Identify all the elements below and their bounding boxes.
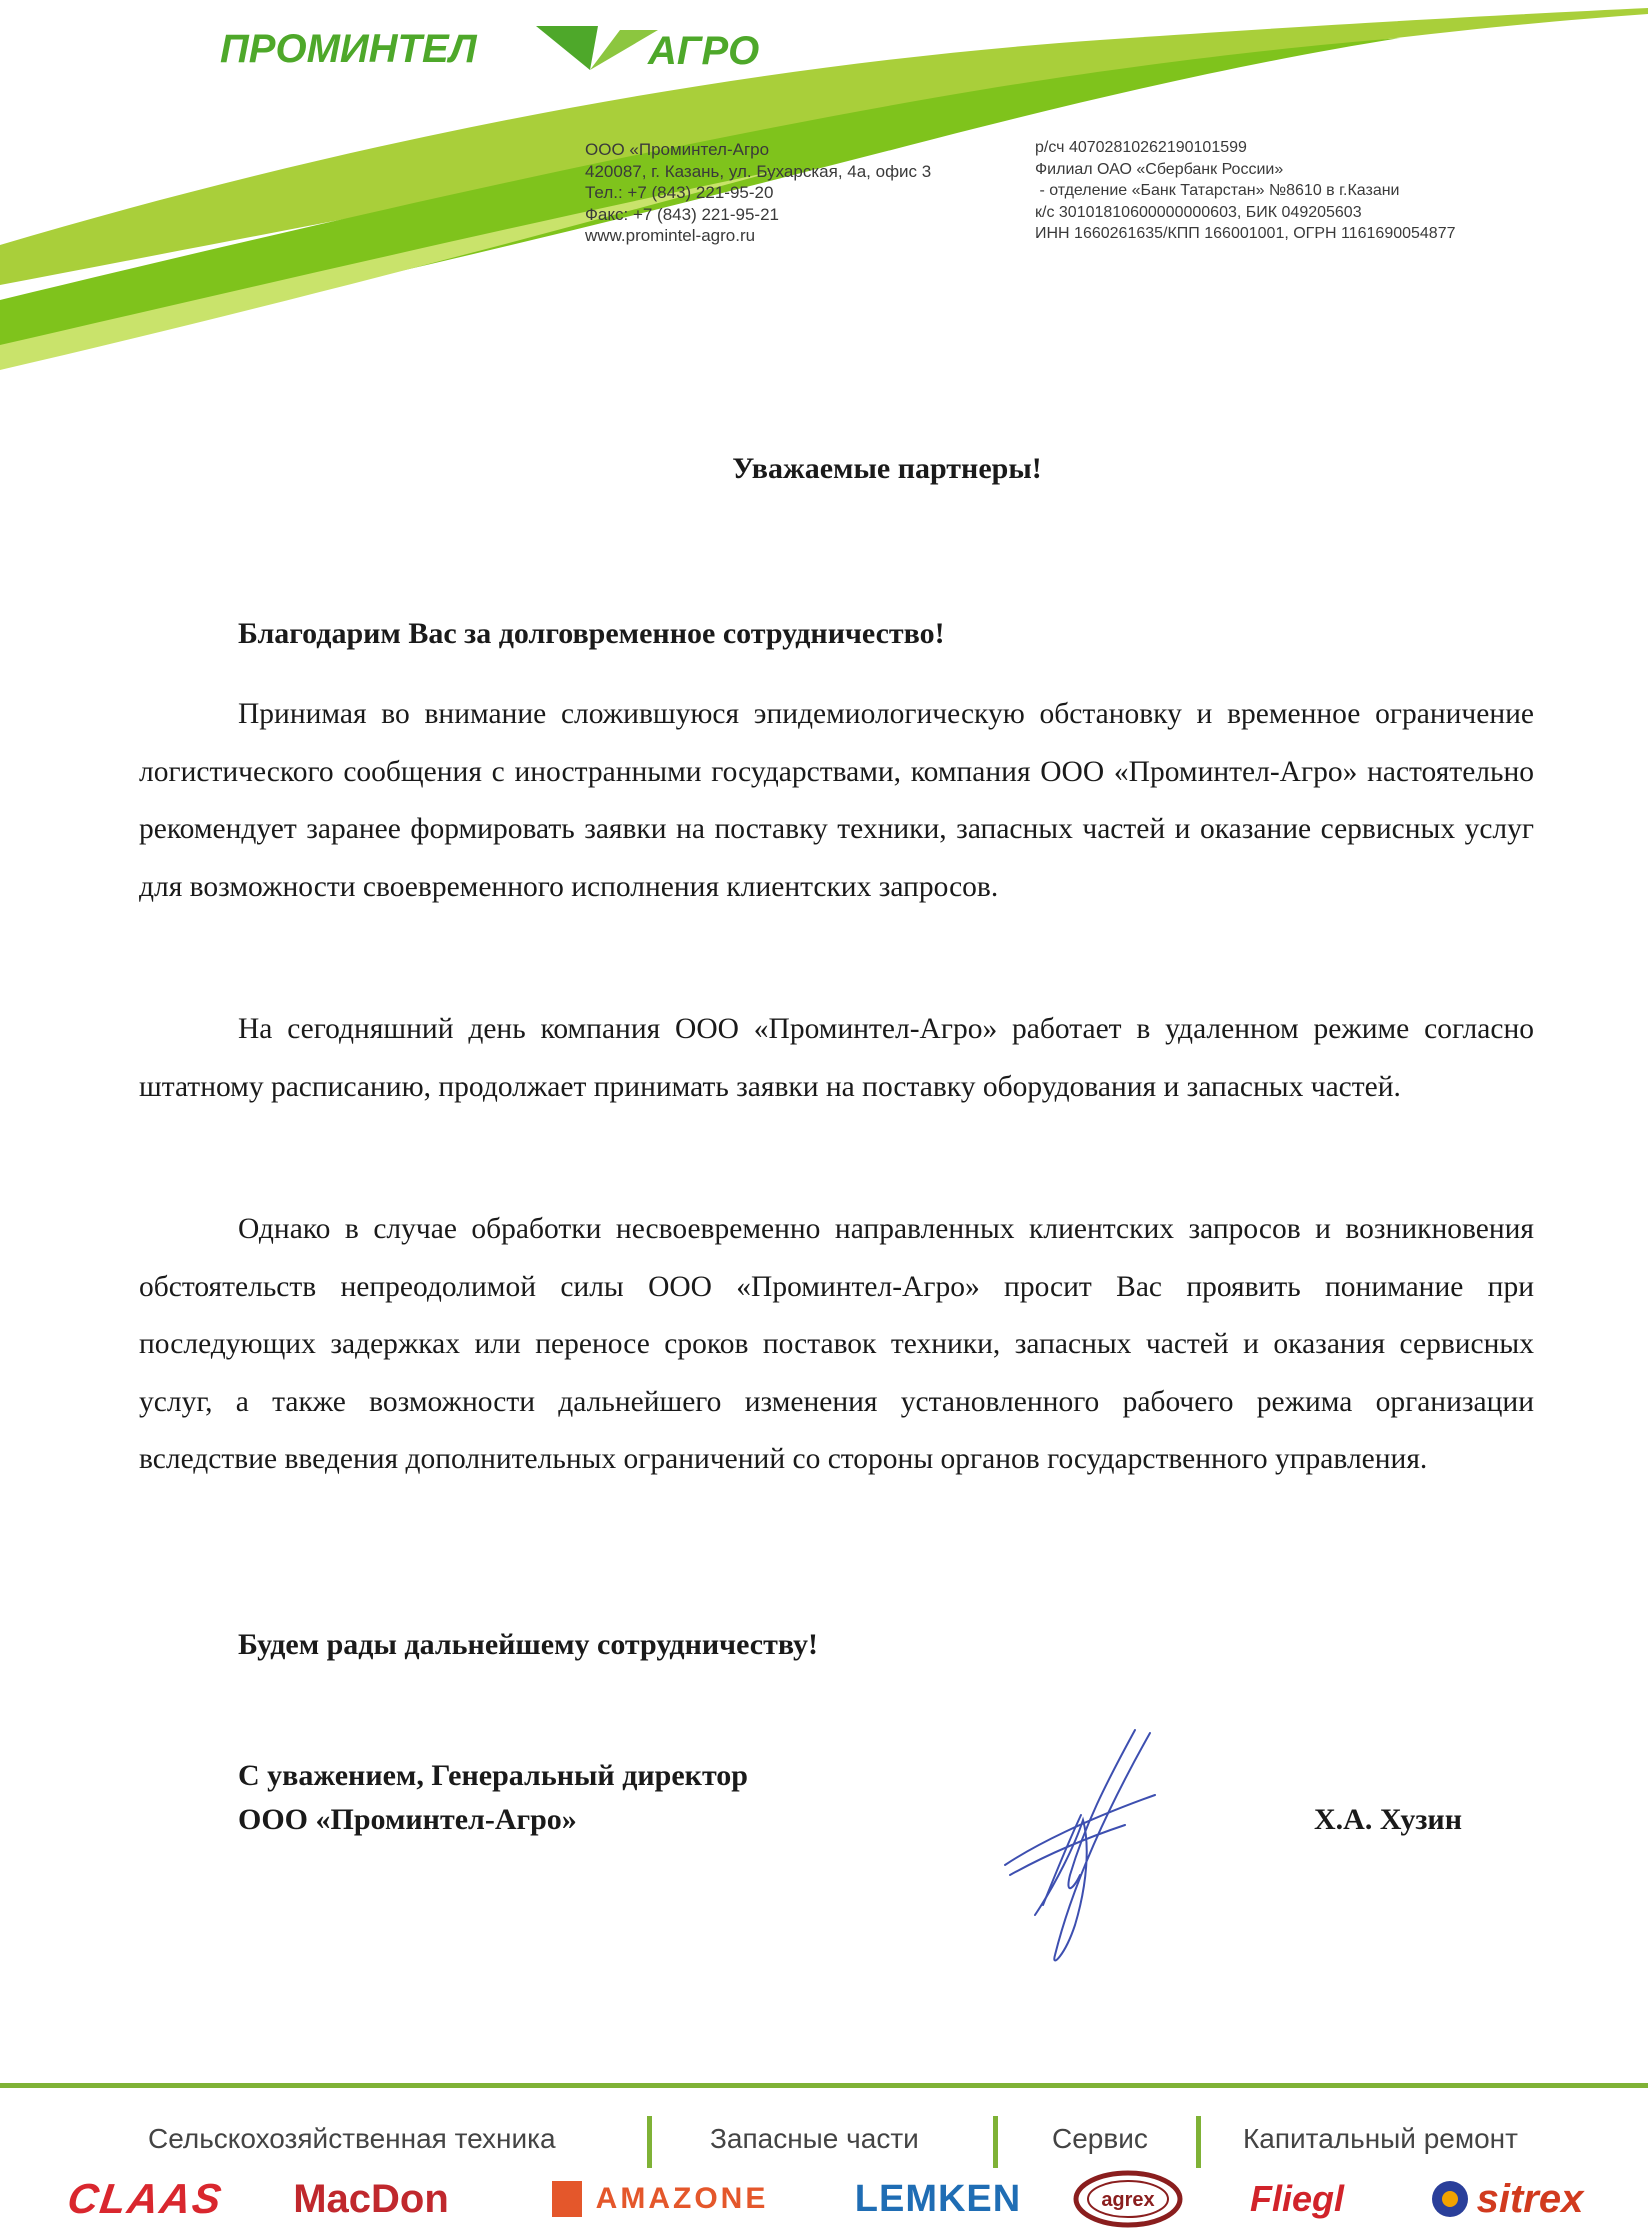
footer-separator: [1196, 2116, 1201, 2168]
bank-office-line: - отделение «Банк Татарстан» №8610 в г.Казани: [1035, 182, 1400, 199]
letter-paragraph-3: [139, 1201, 1534, 1489]
footer-divider: [0, 2083, 1648, 2088]
signatory-name: Х.А. Хузин: [1314, 1803, 1462, 1836]
brand-logo-sitrex: [1400, 2170, 1610, 2228]
inn-line: ИНН 1660261635/КПП 166001001, ОГРН 1161690054877: [1035, 225, 1456, 242]
letter-paragraph-1: [139, 686, 1534, 916]
signature-company: ООО «Проминтел-Агро»: [238, 1803, 577, 1836]
brand-name: LEMKEN: [854, 2177, 1022, 2220]
letter-thanks: Благодарим Вас за долговременное сотрудничество!: [238, 617, 945, 650]
footer-category-machinery: Сельскохозяйственная техника: [148, 2123, 556, 2154]
amazone-mark-icon: [552, 2181, 582, 2217]
brand-logo-agrex: [1072, 2170, 1184, 2228]
paragraph-text: Принимая во внимание сложившуюся эпидемиологическую обстановку и временное ограничение логистического сообщения с иностранными государствами, компания ООО «Проминтел-Агро» настоятельно рекомендует заранее формировать заявки на поставку техники, запасных частей и оказание сервисных услуг для возможности своевременного исполнения клиентских запросов.: [139, 698, 1534, 903]
brand-logo-fliegl: [1222, 2170, 1372, 2228]
corr-account-line: к/с 30101810600000000603, БИК 049205603: [1035, 203, 1362, 221]
brand-name: Fliegl: [1249, 2178, 1344, 2219]
footer-category-spare-parts: Запасные части: [710, 2123, 919, 2154]
handwritten-signature: [995, 1725, 1175, 1970]
website-line: www.promintel-agro.ru: [585, 226, 756, 245]
brand-name: CLAAS: [64, 2175, 226, 2222]
brand-name: agrex: [1101, 2189, 1155, 2211]
footer-separator: [993, 2116, 998, 2168]
footer-category-overhaul: Капитальный ремонт: [1243, 2123, 1518, 2154]
signature-title: С уважением, Генеральный директор: [238, 1759, 748, 1792]
letter-closing: Будем рады дальнейшему сотрудничеству!: [238, 1628, 818, 1661]
brand-name: MacDon: [293, 2176, 449, 2221]
brand-logo-macdon: [262, 2170, 480, 2228]
brand-logo-amazone: [510, 2170, 810, 2228]
brand-name: AMAZONE: [595, 2182, 769, 2215]
footer-separator: [647, 2116, 652, 2168]
brand-logo-claas: [50, 2170, 240, 2228]
paragraph-text: Однако в случае обработки несвоевременно направленных клиентских запросов и возникновения обстоятельств непреодолимой силы ООО «Проминтел-Агро» просит Вас проявить понимание при последующих задержках или переносе сроков поставок техники, запасных частей и оказания сервисных услуг, а также возможности дальнейшего изменения установленного рабочего режима организации вследствие введения дополнительных ограничений со стороны органов государственного управления.: [139, 1213, 1534, 1475]
bank-details-block: [1035, 137, 1456, 245]
bank-branch-line: Филиал ОАО «Сбербанк России»: [1035, 160, 1284, 178]
agrex-emblem-icon: [1072, 2170, 1184, 2228]
footer-category-service: Сервис: [1052, 2123, 1148, 2154]
sitrex-gear-icon: [1427, 2176, 1473, 2222]
company-logo: [218, 12, 788, 82]
company-contact-block: [585, 139, 931, 247]
logo-text-part1: ПРОМИНТЕЛ: [220, 27, 477, 71]
letter-greeting: Уважаемые партнеры!: [732, 452, 1042, 485]
brand-logo-lemken: [834, 2170, 1042, 2228]
fax-line: Факс: +7 (843) 221-95-21: [585, 204, 779, 224]
phone-line: Тел.: +7 (843) 221-95-20: [585, 183, 774, 202]
paragraph-text: На сегодняшний день компания ООО «Проминтел-Агро» работает в удаленном режиме согласно штатному расписанию, продолжает принимать заявки на поставку оборудования и запасных частей.: [139, 1013, 1534, 1103]
company-name-line: ООО «Проминтел-Агро: [585, 140, 770, 159]
brand-name: sitrex: [1476, 2176, 1584, 2221]
address-line: 420087, г. Казань, ул. Бухарская, 4а, офис 3: [585, 161, 932, 181]
letter-paragraph-2: [139, 1001, 1534, 1116]
bank-account-line: р/сч 40702810262190101599: [1035, 139, 1247, 156]
logo-text-part2: АГРО: [648, 29, 760, 73]
